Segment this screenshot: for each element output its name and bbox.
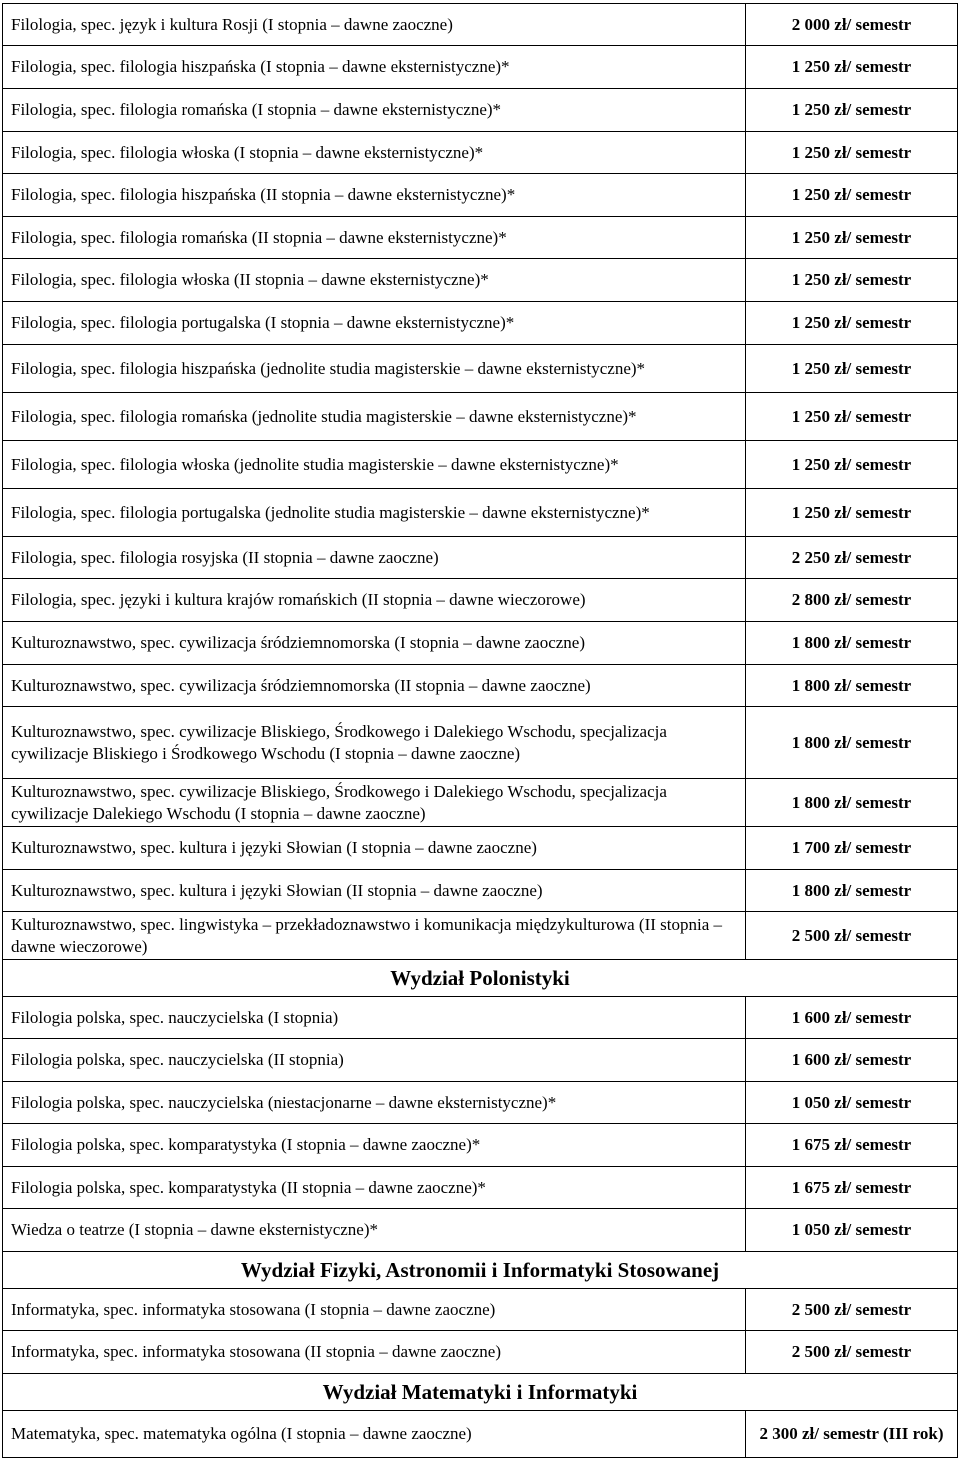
program-name-cell: Filologia polska, spec. komparatystyka (I stopnia – dawne zaoczne)*: [3, 1124, 746, 1167]
table-row: [3, 174, 958, 217]
program-name-cell: Kulturoznawstwo, spec. kultura i języki Słowian (II stopnia – dawne zaoczne): [3, 870, 746, 912]
program-name-cell: Filologia, spec. filologia hiszpańska (I stopnia – dawne eksternistyczne)*: [3, 46, 746, 89]
table-row: [3, 4, 958, 46]
tuition-fee-cell: 1 800 zł/ semestr: [746, 622, 958, 665]
tuition-fee-cell: 1 250 zł/ semestr: [746, 302, 958, 345]
table-row: [3, 345, 958, 393]
tuition-fee-cell: 1 700 zł/ semestr: [746, 827, 958, 870]
program-name-cell: Filologia, spec. filologia portugalska (I stopnia – dawne eksternistyczne)*: [3, 302, 746, 345]
table-row: [3, 132, 958, 174]
tuition-fee-cell: 1 800 zł/ semestr: [746, 779, 958, 827]
faculty-section-title: Wydział Polonistyki: [3, 960, 958, 997]
table-row: [3, 1331, 958, 1374]
tuition-fee-cell: 2 300 zł/ semestr (III rok): [746, 1411, 958, 1458]
table-row: [3, 870, 958, 912]
tuition-fee-cell: 1 050 zł/ semestr: [746, 1209, 958, 1252]
table-row: [3, 302, 958, 345]
tuition-fee-cell: 1 800 zł/ semestr: [746, 665, 958, 707]
tuition-fee-cell: 1 250 zł/ semestr: [746, 441, 958, 489]
program-name-cell: Filologia, spec. filologia włoska (II stopnia – dawne eksternistyczne)*: [3, 259, 746, 302]
tuition-fee-cell: 2 500 zł/ semestr: [746, 912, 958, 960]
table-row: [3, 579, 958, 622]
program-name-cell: Filologia, spec. filologia romańska (jednolite studia magisterskie – dawne eksternistyczne)*: [3, 393, 746, 441]
program-name-cell: Filologia, spec. filologia hiszpańska (II stopnia – dawne eksternistyczne)*: [3, 174, 746, 217]
tuition-fee-cell: 1 800 zł/ semestr: [746, 870, 958, 912]
tuition-fee-cell: 1 600 zł/ semestr: [746, 1039, 958, 1082]
faculty-section-title: Wydział Fizyki, Astronomii i Informatyki Stosowanej: [3, 1252, 958, 1289]
tuition-fee-cell: 1 600 zł/ semestr: [746, 997, 958, 1039]
table-row: [3, 537, 958, 579]
table-row: [3, 1209, 958, 1252]
program-name-cell: Filologia, spec. filologia hiszpańska (jednolite studia magisterskie – dawne eksternistyczne)*: [3, 345, 746, 393]
faculty-section-row: [3, 1374, 958, 1411]
tuition-fee-cell: 2 500 zł/ semestr: [746, 1289, 958, 1331]
table-row: [3, 1167, 958, 1209]
program-name-cell: Informatyka, spec. informatyka stosowana (II stopnia – dawne zaoczne): [3, 1331, 746, 1374]
program-name-cell: Filologia, spec. języki i kultura krajów romańskich (II stopnia – dawne wieczorowe): [3, 579, 746, 622]
table-row: [3, 1124, 958, 1167]
table-row: [3, 1039, 958, 1082]
program-name-cell: Filologia, spec. filologia rosyjska (II stopnia – dawne zaoczne): [3, 537, 746, 579]
table-row: [3, 622, 958, 665]
program-name-cell: Filologia, spec. filologia włoska (I stopnia – dawne eksternistyczne)*: [3, 132, 746, 174]
tuition-fee-cell: 1 250 zł/ semestr: [746, 345, 958, 393]
tuition-fee-cell: 1 800 zł/ semestr: [746, 707, 958, 779]
tuition-fee-cell: 2 000 zł/ semestr: [746, 4, 958, 46]
tuition-fee-cell: 1 675 zł/ semestr: [746, 1167, 958, 1209]
table-row: [3, 441, 958, 489]
program-name-cell: Kulturoznawstwo, spec. cywilizacja śródziemnomorska (I stopnia – dawne zaoczne): [3, 622, 746, 665]
program-name-cell: Filologia, spec. filologia romańska (II stopnia – dawne eksternistyczne)*: [3, 217, 746, 259]
table-row: [3, 665, 958, 707]
tuition-fee-cell: 1 250 zł/ semestr: [746, 132, 958, 174]
program-name-cell: Filologia, spec. język i kultura Rosji (I stopnia – dawne zaoczne): [3, 4, 746, 46]
tuition-fee-cell: 1 675 zł/ semestr: [746, 1124, 958, 1167]
faculty-section-row: [3, 1252, 958, 1289]
faculty-section-row: [3, 960, 958, 997]
table-row: [3, 827, 958, 870]
tuition-fee-cell: 2 800 zł/ semestr: [746, 579, 958, 622]
table-row: [3, 1289, 958, 1331]
table-row: [3, 1082, 958, 1124]
table-row: [3, 217, 958, 259]
program-name-cell: Filologia polska, spec. komparatystyka (II stopnia – dawne zaoczne)*: [3, 1167, 746, 1209]
tuition-fee-cell: 1 050 zł/ semestr: [746, 1082, 958, 1124]
tuition-fee-cell: 1 250 zł/ semestr: [746, 46, 958, 89]
program-name-cell: Filologia, spec. filologia portugalska (jednolite studia magisterskie – dawne eksternistyczne)*: [3, 489, 746, 537]
table-row: [3, 46, 958, 89]
table-row: [3, 393, 958, 441]
program-name-cell: Filologia, spec. filologia romańska (I stopnia – dawne eksternistyczne)*: [3, 89, 746, 132]
tuition-fee-cell: 1 250 zł/ semestr: [746, 489, 958, 537]
tuition-fee-cell: 1 250 zł/ semestr: [746, 174, 958, 217]
tuition-fee-cell: 1 250 zł/ semestr: [746, 89, 958, 132]
program-name-cell: Filologia polska, spec. nauczycielska (niestacjonarne – dawne eksternistyczne)*: [3, 1082, 746, 1124]
table-row: [3, 779, 958, 827]
tuition-fee-table-body: [3, 4, 958, 1458]
tuition-fee-cell: 1 250 zł/ semestr: [746, 259, 958, 302]
tuition-fee-cell: 1 250 zł/ semestr: [746, 393, 958, 441]
tuition-fee-cell: 2 250 zł/ semestr: [746, 537, 958, 579]
table-row: [3, 1411, 958, 1458]
table-row: [3, 89, 958, 132]
table-row: [3, 997, 958, 1039]
table-row: [3, 489, 958, 537]
tuition-fee-table: [2, 3, 958, 1458]
tuition-fee-cell: 2 500 zł/ semestr: [746, 1331, 958, 1374]
program-name-cell: Kulturoznawstwo, spec. cywilizacja śródziemnomorska (II stopnia – dawne zaoczne): [3, 665, 746, 707]
table-row: [3, 707, 958, 779]
program-name-cell: Kulturoznawstwo, spec. cywilizacje Bliskiego, Środkowego i Dalekiego Wschodu, specjalizacja cywilizacje Bliskiego i Środkowego Wschodu (I stopnia – dawne zaoczne): [3, 707, 746, 779]
program-name-cell: Kulturoznawstwo, spec. lingwistyka – przekładoznawstwo i komunikacja międzykulturowa (II stopnia – dawne wieczorowe): [3, 912, 746, 960]
program-name-cell: Filologia, spec. filologia włoska (jednolite studia magisterskie – dawne eksternistyczne)*: [3, 441, 746, 489]
program-name-cell: Filologia polska, spec. nauczycielska (II stopnia): [3, 1039, 746, 1082]
table-row: [3, 912, 958, 960]
tuition-fee-cell: 1 250 zł/ semestr: [746, 217, 958, 259]
program-name-cell: Wiedza o teatrze (I stopnia – dawne eksternistyczne)*: [3, 1209, 746, 1252]
program-name-cell: Kulturoznawstwo, spec. cywilizacje Bliskiego, Środkowego i Dalekiego Wschodu, specjalizacja cywilizacje Dalekiego Wschodu (I stopnia – dawne zaoczne): [3, 779, 746, 827]
program-name-cell: Matematyka, spec. matematyka ogólna (I stopnia – dawne zaoczne): [3, 1411, 746, 1458]
faculty-section-title: Wydział Matematyki i Informatyki: [3, 1374, 958, 1411]
table-row: [3, 259, 958, 302]
program-name-cell: Kulturoznawstwo, spec. kultura i języki Słowian (I stopnia – dawne zaoczne): [3, 827, 746, 870]
program-name-cell: Informatyka, spec. informatyka stosowana (I stopnia – dawne zaoczne): [3, 1289, 746, 1331]
program-name-cell: Filologia polska, spec. nauczycielska (I stopnia): [3, 997, 746, 1039]
